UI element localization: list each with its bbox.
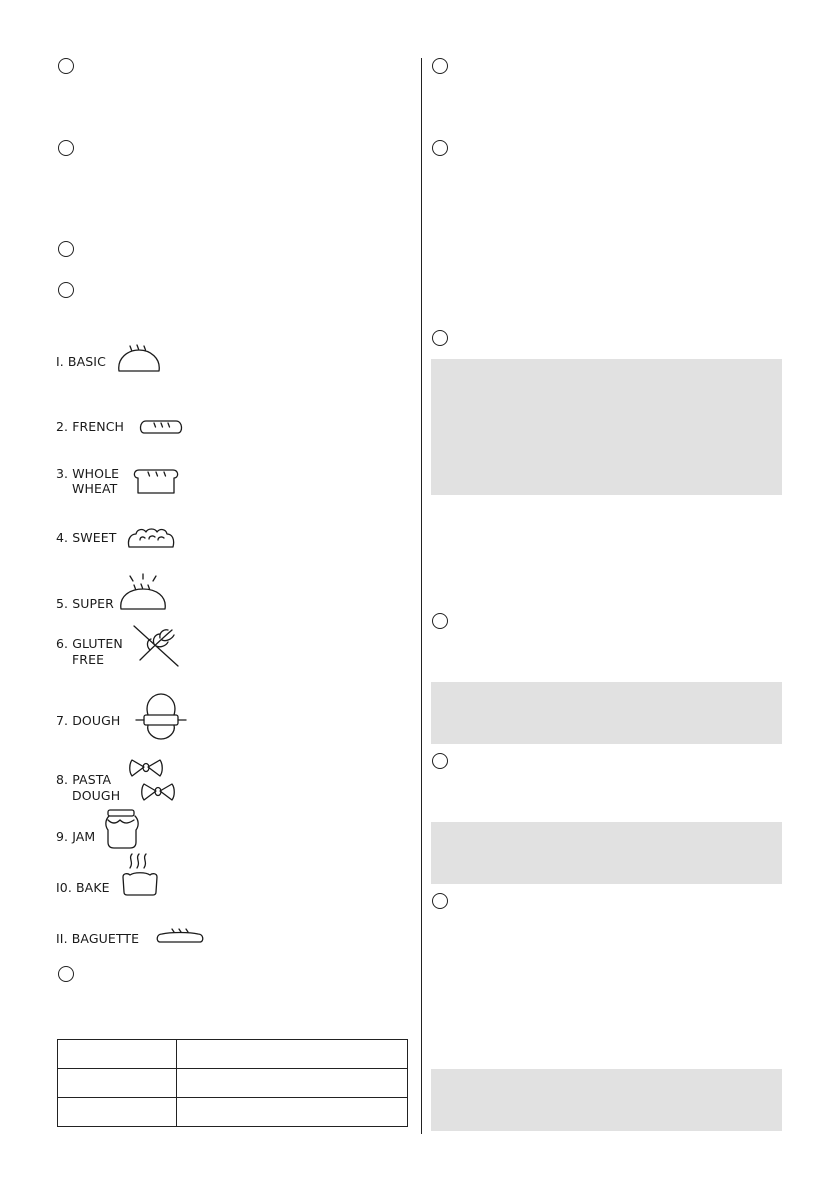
step-marker-circle — [432, 140, 448, 156]
pasta-bowtie-icon — [128, 754, 176, 806]
program-label-basic: I. BASIC — [56, 354, 106, 369]
program-label-baguette: II. BAGUETTE — [56, 931, 140, 946]
program-label-dough: 7. DOUGH — [56, 713, 121, 728]
column-divider — [421, 58, 422, 1134]
super-rapid-bread-icon — [118, 574, 170, 612]
step-marker-circle — [432, 58, 448, 74]
gluten-free-icon — [132, 624, 182, 668]
program-label-super: 5. SUPER — [56, 596, 114, 611]
bake-steam-icon — [118, 852, 162, 898]
program-label-gluten: 6. GLUTEN — [56, 636, 123, 651]
table-cell — [58, 1069, 177, 1098]
shaded-note-box — [431, 359, 782, 495]
table-cell — [177, 1040, 408, 1069]
jam-jar-icon — [104, 808, 140, 850]
step-marker-circle — [432, 330, 448, 346]
table-cell — [58, 1098, 177, 1127]
settings-table — [57, 1039, 408, 1127]
dough-rolling-pin-icon — [134, 693, 188, 741]
table-row — [58, 1069, 408, 1098]
program-label-jam: 9. JAM — [56, 829, 96, 844]
program-label-french: 2. FRENCH — [56, 419, 125, 434]
table-row — [58, 1040, 408, 1069]
step-marker-circle — [58, 241, 74, 257]
french-bread-icon — [138, 416, 184, 436]
program-label-whole: 3. WHOLE — [56, 466, 120, 481]
table-cell — [177, 1069, 408, 1098]
sweet-bread-icon — [126, 526, 176, 550]
table-cell — [58, 1040, 177, 1069]
program-label-pasta-dough: DOUGH — [72, 788, 121, 803]
baguette-icon — [156, 926, 204, 946]
program-label-wheat: WHEAT — [72, 481, 118, 496]
step-marker-circle — [432, 613, 448, 629]
basic-bread-icon — [116, 344, 162, 374]
step-marker-circle — [432, 753, 448, 769]
program-label-bake: I0. BAKE — [56, 880, 110, 895]
program-label-pasta: 8. PASTA — [56, 772, 112, 787]
table-row — [58, 1098, 408, 1127]
step-marker-circle — [58, 282, 74, 298]
table-cell — [177, 1098, 408, 1127]
program-label-free: FREE — [72, 652, 105, 667]
shaded-note-box — [431, 822, 782, 884]
whole-wheat-bread-icon — [132, 466, 180, 496]
program-label-sweet: 4. SWEET — [56, 530, 117, 545]
step-marker-circle — [58, 140, 74, 156]
step-marker-circle — [58, 966, 74, 982]
shaded-note-box — [431, 682, 782, 744]
step-marker-circle — [58, 58, 74, 74]
step-marker-circle — [432, 893, 448, 909]
shaded-note-box — [431, 1069, 782, 1131]
